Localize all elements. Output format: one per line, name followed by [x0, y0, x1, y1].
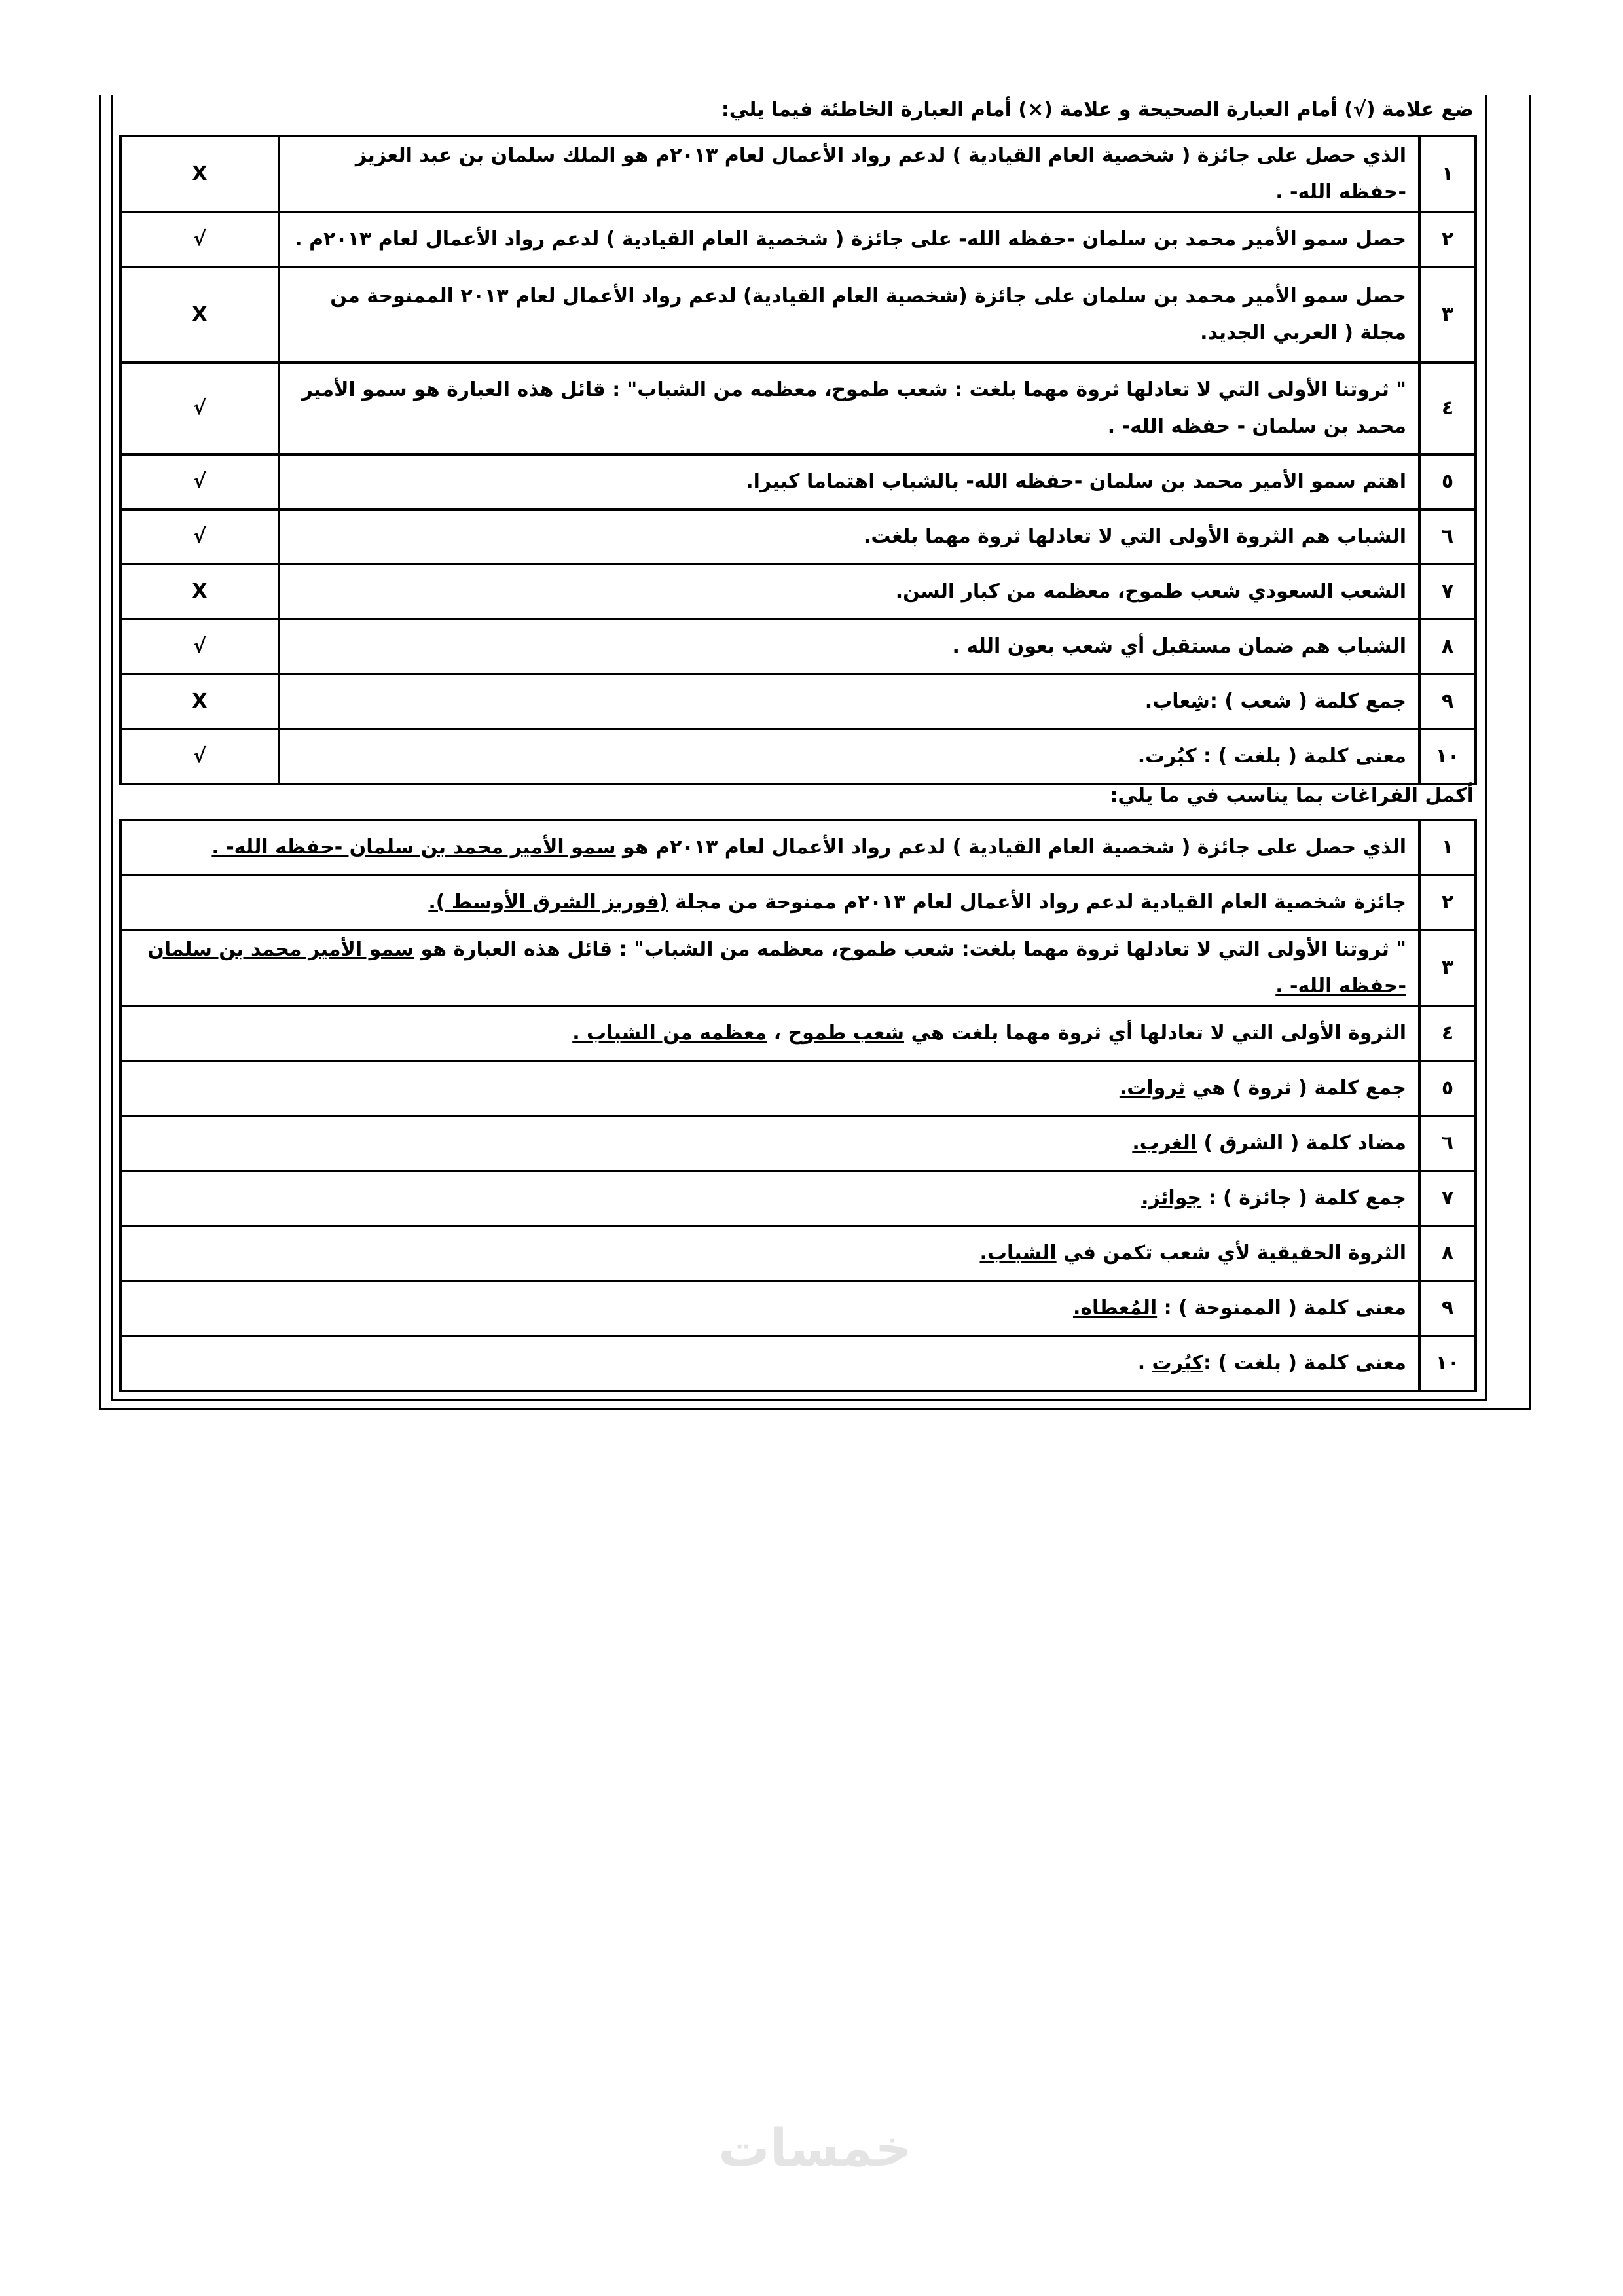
sentence-text	[120, 1006, 1419, 1061]
true-false-heading: ضع علامة (√) أمام العبارة الصحيحة و علامة (×) أمام العبارة الخاطئة فيما يلي:	[721, 98, 1474, 121]
row-number: ٤	[1419, 1006, 1476, 1061]
sentence-part: " ثروتنا الأولى التي لا تعادلها ثروة مهما بلغت: شعب طموح، معظمه من الشباب" : قائل هذه العبارة هو	[414, 938, 1406, 961]
fill-blank-row	[120, 1336, 1476, 1391]
true-false-row	[120, 363, 1476, 454]
true-false-row	[120, 729, 1476, 784]
true-false-row	[120, 454, 1476, 509]
fill-blank-row	[120, 820, 1476, 875]
answer-mark: √	[120, 212, 279, 267]
row-number: ٨	[1419, 1226, 1476, 1281]
true-false-row	[120, 267, 1476, 363]
statement-text: الشعب السعودي شعب طموح، معظمه من كبار السن.	[279, 564, 1419, 619]
row-number: ١	[1419, 136, 1476, 212]
true-false-row	[120, 564, 1476, 619]
answer-mark: X	[120, 564, 279, 619]
filled-answer: الشباب.	[979, 1242, 1057, 1265]
sentence-text	[120, 1281, 1419, 1336]
answer-mark: X	[120, 674, 279, 729]
filled-answer: كبُرت	[1152, 1352, 1204, 1374]
statement-text: الذي حصل على جائزة ( شخصية العام القيادية ) لدعم رواد الأعمال لعام ٢٠١٣م هو الملك سلمان بن عبد العزيز -حفظه الله- .	[279, 136, 1419, 212]
sentence-part: الثروة الحقيقية لأي شعب تكمن في	[1056, 1242, 1406, 1265]
answer-mark: X	[120, 136, 279, 212]
fill-blank-row	[120, 1061, 1476, 1116]
true-false-row	[120, 674, 1476, 729]
sentence-text	[120, 820, 1419, 875]
sentence-text	[120, 1226, 1419, 1281]
row-number: ٩	[1419, 674, 1476, 729]
statement-text: الشباب هم ضمان مستقبل أي شعب بعون الله .	[279, 619, 1419, 674]
sentence-part: جائزة شخصية العام القيادية لدعم رواد الأعمال لعام ٢٠١٣م ممنوحة من مجلة	[668, 891, 1406, 914]
sentence-text	[120, 875, 1419, 930]
row-number: ٧	[1419, 564, 1476, 619]
true-false-row	[120, 212, 1476, 267]
fill-blank-row	[120, 1006, 1476, 1061]
statement-text: جمع كلمة ( شعب ) :شِعاب.	[279, 674, 1419, 729]
answer-mark: √	[120, 729, 279, 784]
watermark-logo: خمسات	[718, 2119, 912, 2178]
row-number: ٢	[1419, 212, 1476, 267]
sentence-text	[120, 1061, 1419, 1116]
row-number: ٨	[1419, 619, 1476, 674]
statement-text: الشباب هم الثروة الأولى التي لا تعادلها ثروة مهما بلغت.	[279, 509, 1419, 564]
filled-answer: ثروات.	[1119, 1077, 1186, 1100]
sentence-text	[120, 930, 1419, 1006]
sentence-part: مضاد كلمة ( الشرق )	[1197, 1132, 1406, 1155]
statement-text: " ثروتنا الأولى التي لا تعادلها ثروة مهما بلغت : شعب طموح، معظمه من الشباب" : قائل هذه العبارة هو سمو الأمير محمد بن سلمان - حفظه الله- .	[279, 363, 1419, 454]
row-number: ٤	[1419, 363, 1476, 454]
fill-blanks-heading: أكمل الفراغات بما يناسب في ما يلي:	[1110, 784, 1474, 807]
filled-answer: معظمه من الشباب .	[572, 1022, 767, 1045]
filled-answer: الغرب.	[1132, 1132, 1197, 1155]
fill-blank-row	[120, 1116, 1476, 1171]
filled-answer: جوائز.	[1141, 1187, 1202, 1210]
true-false-table	[119, 135, 1477, 785]
true-false-row	[120, 509, 1476, 564]
fill-blank-row	[120, 930, 1476, 1006]
sentence-part: ،	[767, 1022, 788, 1045]
row-number: ١٠	[1419, 1336, 1476, 1391]
row-number: ٧	[1419, 1171, 1476, 1226]
sentence-text	[120, 1171, 1419, 1226]
answer-mark: √	[120, 454, 279, 509]
sentence-part: جمع كلمة ( جائزة ) :	[1201, 1187, 1406, 1210]
fill-blanks-table	[119, 819, 1477, 1392]
fill-blank-row	[120, 875, 1476, 930]
sentence-text	[120, 1336, 1419, 1391]
row-number: ١٠	[1419, 729, 1476, 784]
row-number: ٥	[1419, 1061, 1476, 1116]
sentence-text	[120, 1116, 1419, 1171]
row-number: ٥	[1419, 454, 1476, 509]
answer-mark: √	[120, 363, 279, 454]
sentence-part: معنى كلمة ( الممنوحة ) :	[1157, 1297, 1406, 1319]
filled-answer: (فوربز الشرق الأوسط ).	[428, 891, 668, 914]
answer-mark: X	[120, 267, 279, 363]
sentence-part: جمع كلمة ( ثروة ) هي	[1185, 1077, 1406, 1100]
filled-answer: سمو الأمير محمد بن سلمان -حفظه الله- .	[147, 938, 1406, 997]
answer-mark: √	[120, 619, 279, 674]
statement-text: اهتم سمو الأمير محمد بن سلمان -حفظه الله- بالشباب اهتماما كبيرا.	[279, 454, 1419, 509]
row-number: ٦	[1419, 509, 1476, 564]
filled-answer: المُعطاه.	[1072, 1297, 1158, 1319]
row-number: ٣	[1419, 267, 1476, 363]
statement-text: حصل سمو الأمير محمد بن سلمان على جائزة (شخصية العام القيادية) لدعم رواد الأعمال لعام ٢٠١٣ الممنوحة من مجلة ( العربي الجديد.	[279, 267, 1419, 363]
row-number: ٩	[1419, 1281, 1476, 1336]
sentence-part: الذي حصل على جائزة ( شخصية العام القيادية ) لدعم رواد الأعمال لعام ٢٠١٣م هو	[615, 836, 1406, 859]
row-number: ٦	[1419, 1116, 1476, 1171]
statement-text: معنى كلمة ( بلغت ) : كبُرت.	[279, 729, 1419, 784]
fill-blank-row	[120, 1226, 1476, 1281]
statement-text: حصل سمو الأمير محمد بن سلمان -حفظه الله- على جائزة ( شخصية العام القيادية ) لدعم رواد الأعمال لعام ٢٠١٣م .	[279, 212, 1419, 267]
filled-answer: شعب طموح	[788, 1022, 904, 1045]
true-false-row	[120, 619, 1476, 674]
row-number: ١	[1419, 820, 1476, 875]
answer-mark: √	[120, 509, 279, 564]
fill-blank-row	[120, 1281, 1476, 1336]
sentence-part: معنى كلمة ( بلغت ) :	[1203, 1352, 1406, 1374]
sentence-part: الثروة الأولى التي لا تعادلها أي ثروة مهما بلغت هي	[904, 1022, 1406, 1045]
true-false-row	[120, 136, 1476, 212]
fill-blank-row	[120, 1171, 1476, 1226]
row-number: ٣	[1419, 930, 1476, 1006]
filled-answer: سمو الأمير محمد بن سلمان -حفظه الله- .	[211, 836, 616, 859]
sentence-part: .	[1137, 1352, 1152, 1374]
row-number: ٢	[1419, 875, 1476, 930]
